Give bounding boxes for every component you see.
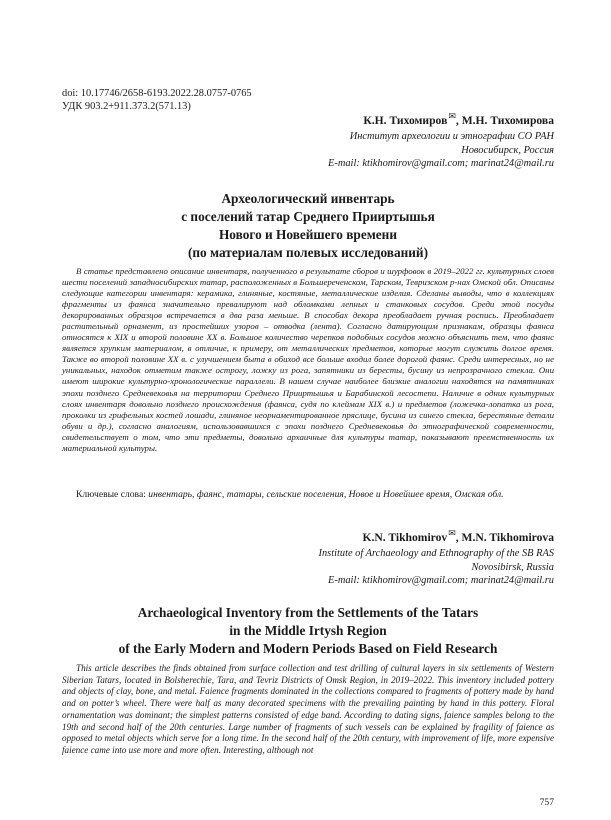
- en-author-1: K.N. Tikhomirov: [362, 530, 448, 544]
- en-author-2: M.N. Tikhomirova: [461, 530, 554, 544]
- ru-author-2: М.Н. Тихомирова: [461, 113, 554, 127]
- en-author-separator: ,: [455, 530, 462, 544]
- ru-authors: [363, 111, 554, 127]
- en-affiliation: [319, 547, 554, 588]
- ru-title: [62, 190, 554, 262]
- en-email[interactable]: E-mail: ktikhomirov@gmail.com; marinat24@mail.ru: [328, 575, 554, 587]
- envelope-icon[interactable]: ✉: [448, 111, 456, 121]
- en-title-line-1: Archaeological Inventory from the Settlements of the Tatars: [137, 605, 479, 620]
- ru-keywords: [76, 489, 554, 501]
- ru-title-line-3: Нового и Новейшего времени: [218, 227, 398, 242]
- envelope-icon[interactable]: ✉: [448, 528, 456, 538]
- en-title: [62, 604, 554, 658]
- en-abstract: This article describes the finds obtained from surface collection and test drilling of cultural layers in six settlements of Western Siberian Tatars, located in Bolsherechie, Tara, and Tevriz Districts of Omsk Region, in 2019–2022. This inventory included pottery and objects of clay, bone, and metal. Faience fragments dominated in the collections compared to fragments of pottery made by hand and on potter’s wheel. There were half as many decorated specimens with the prevailing painting by hand in this pottery. Floral ornamentation was dominant; the simplest patterns consisted of edge band. According to dating signs, faience samples belong to the 19th and second half of the 20th centuries. Large number of fragments of such vessels can be explained by fragility of faience as opposed to metal objects which serve for a long time. In the second half of the 20th century, with improvement of life, more expensive faience came into use more and more often. Interesting, although not: [62, 663, 554, 755]
- doi[interactable]: doi: 10.17746/2658-6193.2022.28.0757-0765: [62, 88, 252, 99]
- article-meta: [62, 87, 252, 113]
- ru-city: Новосибирск, Россия: [461, 144, 554, 156]
- ru-author-separator: ,: [455, 113, 462, 127]
- en-city: Novosibirsk, Russia: [471, 561, 554, 573]
- ru-title-line-1: Археологический инвентарь: [221, 191, 395, 206]
- en-title-line-3: of the Early Modern and Modern Periods Based on Field Research: [118, 641, 498, 656]
- ru-author-1: К.Н. Тихомиров: [363, 113, 448, 127]
- ru-institute: Институт археологии и этнографии СО РАН: [349, 131, 554, 142]
- en-institute: Institute of Archaeology and Ethnography of the SB RAS: [318, 548, 554, 559]
- ru-affiliation: [328, 130, 554, 171]
- en-authors: [362, 528, 554, 544]
- ru-abstract: В статье представлено описание инвентаря, полученного в результате сборов и шурфовок в 2019–2022 гг. культурных слоев шести поселений западносибирских татар, расположенных в Большереченском, Тарском, Тевризском р-нах Омской обл. Описаны следующие категории инвентаря: керамика, глиняные, костяные, металлические изделия. Сделаны выводы, что в коллекциях фрагменты из фаянса значительно превалируют над обломками лепных и станковых сосудов. Среди этой посуды декорированных образцов встречается в два раза меньше. В способах декора преобладает ручная роспись. Преобладает растительный орнамент, из простейших узоров – отводка (лента). Согласно датирующим признакам, образцы фаянса относятся к XIX и второй половине XX в. Большое количество черепков подобных сосудов можно объяснить тем, что фаянс является хрупким материалом, в отличие, к примеру, от металлических предметов, которые могут служить долгое время. Также во второй половине XX в. с улучшением быта в обиход все больше входил более дорогой фаянс. Среди интересных, но не уникальных, находок отметим также острогу, ложку из рога, запятники из бересты, бусину из непрозрачного стекла. Они имеют широкие культурно-хронологические параллели. В нашем случае наиболее близкие аналогии находятся на памятниках эпохи позднего Средневековья на территории Среднего Прииртышья и Барабинской лесостепи. Наличие в одних культурных слоях инвентаря довольно позднего происхождения (фаянса, судя по клеймам XIX в.) и предметов (ложечка-лопатка из рога, проколки из грифельных костей лошади, глиняное неорнаментированное пряслице, бусина из синего стекла, берестяные детали обуви и др.), согласно аналогиям, использовавшихся с эпохи позднего Средневековья до этнографической современности, свидетельствует о том, что эти предметы, довольно архаичные для культуры татар, показывают преемственность их материальной культуры.: [62, 266, 554, 453]
- en-title-line-2: in the Middle Irtysh Region: [229, 623, 387, 638]
- page-number: 757: [539, 797, 554, 808]
- udk: УДК 903.2+911.373.2(571.13): [62, 101, 191, 112]
- ru-title-line-2: с поселений татар Среднего Прииртышья: [181, 209, 435, 224]
- ru-email[interactable]: E-mail: ktikhomirov@gmail.com; marinat24@mail.ru: [328, 158, 554, 170]
- ru-keywords-text: инвентарь, фаянс, татары, сельские поселения, Новое и Новейшее время, Омская обл.: [148, 489, 504, 500]
- ru-title-line-4: (по материалам полевых исследований): [187, 245, 429, 260]
- ru-keywords-label: Ключевые слова:: [76, 489, 149, 500]
